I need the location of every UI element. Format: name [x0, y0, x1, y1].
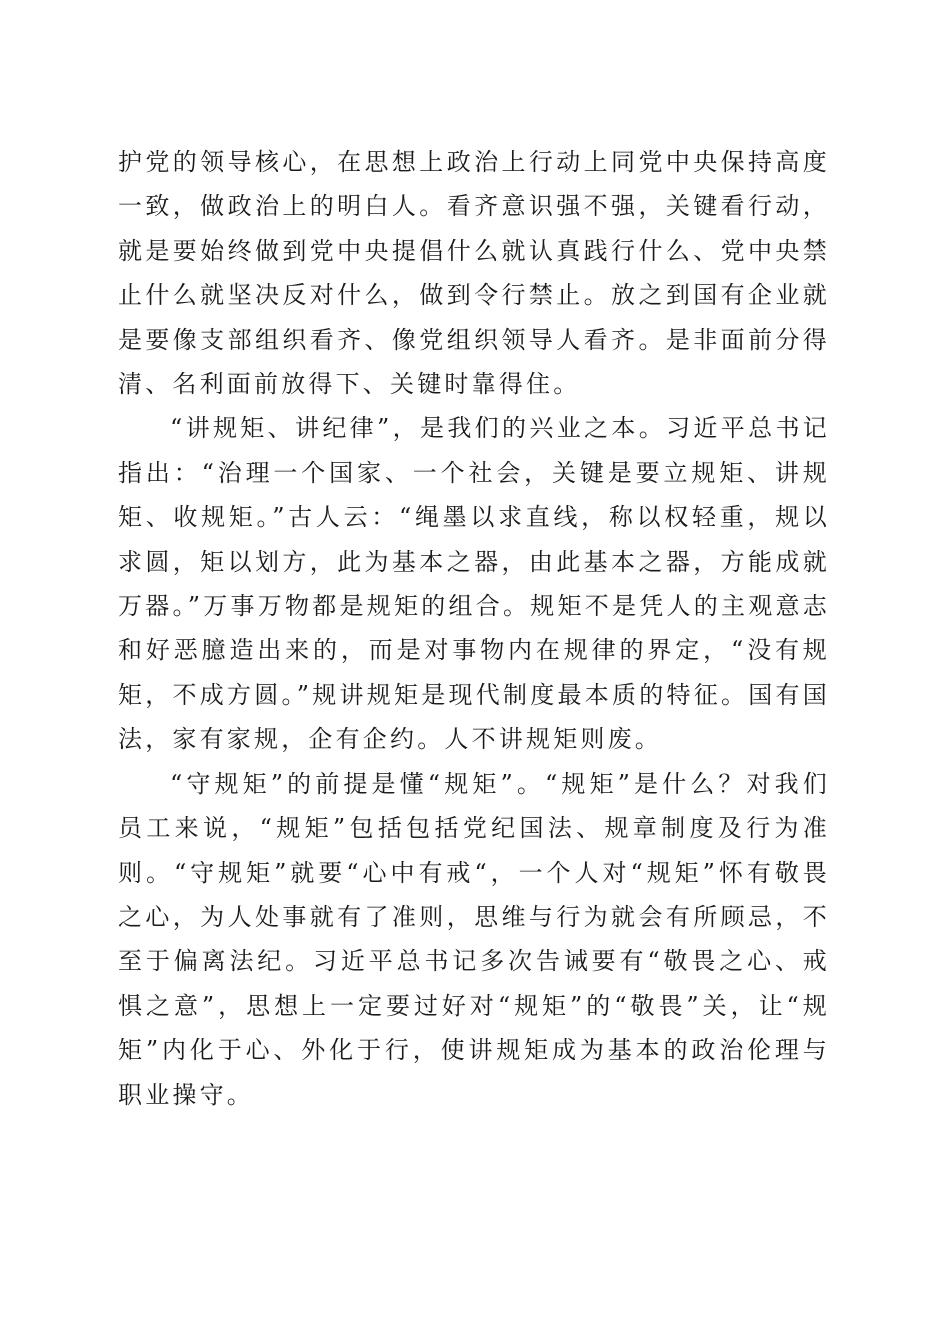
paragraph-keep-rules: “守规矩”的前提是懂“规矩”。“规矩”是什么？对我们员工来说，“规矩”包括包括党纪国法、规章制度及行为准则。“守规矩”就要“心中有戒“，一个人对“规矩”怀有敬畏之心，为人处事就有了准则，思维与行为就会有所顾忌，不至于偏离法纪。习近平总书记多次告诫要有“敬畏之心、戒惧之意”，思想上一定要过好对“规矩”的“敬畏”关，让“规矩”内化于心、外化于行，使讲规矩成为基本的政治伦理与职业操守。	[118, 769, 830, 1109]
document-body	[118, 140, 830, 1117]
paragraph-continuation: 护党的领导核心，在思想上政治上行动上同党中央保持高度一致，做政治上的明白人。看齐意识强不强，关键看行动，就是要始终做到党中央提倡什么就认真践行什么、党中央禁止什么就坚决反对什么，做到令行禁止。放之到国有企业就是要像支部组织看齐、像党组织领导人看齐。是非面前分得清、名利面前放得下、关键时靠得住。	[118, 148, 830, 399]
paragraph-rules-discipline: “讲规矩、讲纪律”，是我们的兴业之本。习近平总书记指出：“治理一个国家、一个社会，关键是要立规矩、讲规矩、收规矩。”古人云：“绳墨以求直线，称以权轻重，规以求圆，矩以划方，此为基本之器，由此基本之器，方能成就万器。”万事万物都是规矩的组合。规矩不是凭人的主观意志和好恶臆造出来的，而是对事物内在规律的界定，“没有规矩，不成方圆。”规讲规矩是现代制度最本质的特征。国有国法，家有家规，企有企约。人不讲规矩则废。	[118, 414, 830, 754]
